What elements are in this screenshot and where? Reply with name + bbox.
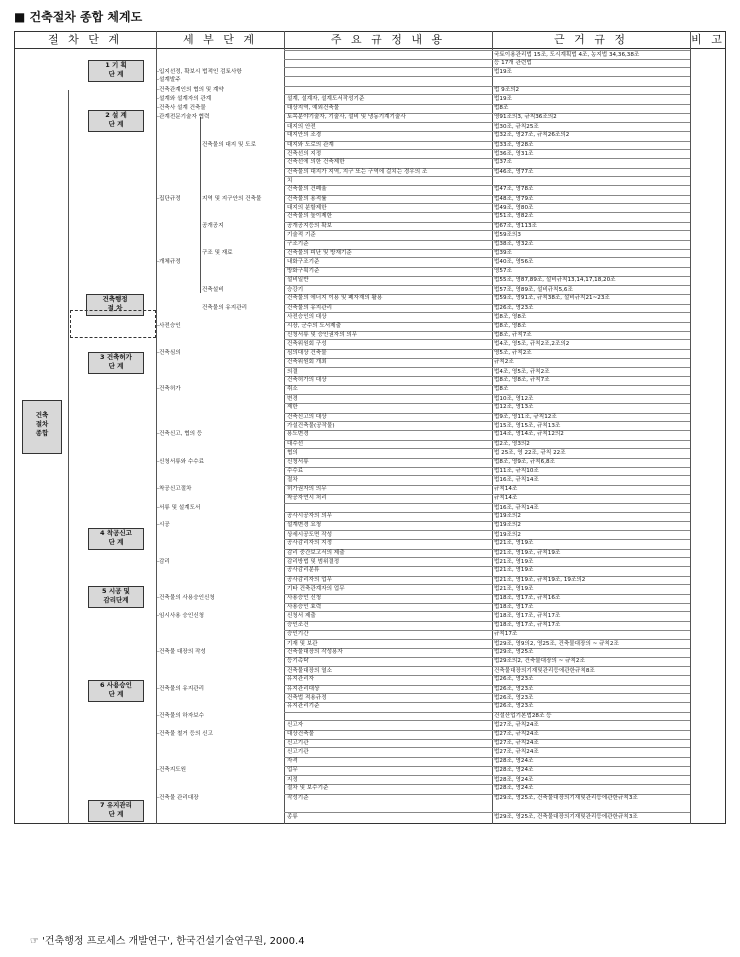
header-content: 주 요 규 정 내 용 [284,31,492,49]
legal-basis: 법2조, 영3의2 [494,441,530,448]
legal-basis: 법27조, 규칙24조 [494,740,539,747]
regulation-content: 건축위원회 개최 [287,359,327,366]
regulation-content: 신청서 제출 [287,612,316,619]
legal-basis: 법21조, 영19조, 규칙19조 [494,550,561,557]
regulation-content: 대수선 [287,441,304,448]
regulation-content: 변경 [287,395,298,402]
legal-basis: 법19조 [494,95,512,102]
legal-basis: 법32조, 영27조, 규칙26조의2 [494,132,570,139]
sub-category: 구조 및 재료 [202,250,233,257]
regulation-content: 공사감리자의 업무 [287,577,333,584]
legal-basis: 법59조, 영91조, 규칙38조, 설비규칙21~23조 [494,295,610,302]
admin-dashed-outline [70,310,156,338]
legal-basis: 법59조의3 [494,231,521,238]
regulation-content: 건축물의 피난 및 방재기준 [287,250,352,257]
regulation-content: 유지관리대상 [287,686,320,693]
legal-basis: 법4조, 영5조, 규칙2조 [494,368,550,375]
admin-line: 건축행정 [102,295,128,303]
regulation-content: 기재 및 보관 [287,640,318,647]
legal-basis: 영57조 [494,268,512,275]
regulation-content: 승인조건 [287,622,309,629]
legal-basis: 법28조, 영24조 [494,767,534,774]
legal-basis: 법9조, 영11조, 규칙12조 [494,414,557,421]
row-divider [284,76,690,77]
regulation-content: 내화구조기준 [287,258,320,265]
legal-basis: 등 17개 관련법 [494,60,532,67]
regulation-content: 대지안의 조경 [287,132,322,139]
col-divider [200,117,201,293]
legal-basis: 법19조의2 [494,513,521,520]
regulation-content: 건축물의 높이제한 [287,213,333,220]
regulation-content: 신고기관 [287,748,309,755]
stage-planning: 1 기 획 단 계 [88,60,144,82]
detail-step: -착공신고절차 [157,486,192,493]
detail-step: -신청서류와 수수료 [157,459,205,466]
legal-basis: 법27조, 규칙24조 [494,721,539,728]
legal-basis: 법29조, 영25조 [494,649,534,656]
legal-basis: 법47조, 영78조 [494,186,534,193]
regulation-content: 건축신고의 대상 [287,414,327,421]
detail-step: -설계와 설계자의 관계 [157,95,212,102]
stage-permit: 3 건축허가 단 계 [88,352,144,374]
regulation-content: 절차 [287,476,298,483]
detail-step: -건축심의 [157,350,181,357]
detail-step: -건축지도원 [157,767,187,774]
legal-basis: 법30조, 규칙25조 [494,123,539,130]
regulation-content: 유지관리자 [287,676,315,683]
regulation-content: 치 [287,177,293,184]
legal-basis: 법18조, 영17조, 규칙17조 [494,622,561,629]
sub-category: 건축물의 유지관리 [202,305,248,312]
regulation-content: 건축선의 지정 [287,150,322,157]
detail-step: -건축물 관리대장 [157,795,199,802]
legal-basis: 영91조의3, 규칙36조의2 [494,114,557,121]
detail-step: -감리 [157,558,170,565]
regulation-content: 사용승인 효력 [287,604,322,611]
regulation-content: 사용승인 신청 [287,595,322,602]
legal-basis: 법8조, 영8조, 규칙7조 [494,377,550,384]
legal-basis: 법18조, 영17조, 규칙16조 [494,595,561,602]
regulation-content: 신청서류 및 승인권자의 의무 [287,332,358,339]
stage-design: 2 설 계 단 계 [88,110,144,132]
legal-basis: 규칙14조 [494,495,518,502]
regulation-content: 착공자연시 처리 [287,495,327,502]
detail-step: -설계발주 [157,77,181,84]
detail-step: -건축신고, 협의 등 [157,431,203,438]
overall-line: 절차 [35,420,49,428]
regulation-content: 대지의 안전 [287,123,316,130]
detail-step: -건축관계인의 협의 및 계약 [157,87,224,94]
legal-basis: 법14조, 영14조, 규칙12의2 [494,431,564,438]
legal-basis: 법28조, 영24조 [494,785,534,792]
legal-basis: 법21조, 영19조 [494,567,534,574]
regulation-content: 토목분야기술자, 기술사, 설비 및 냉동기계기술사 [287,114,406,121]
admin-line: 절 차 [107,304,123,312]
detail-step: -건축물의 유지관리 [157,686,205,693]
regulation-content: 대지와 도로의 관계 [287,142,334,149]
legal-basis: 법19조의2 [494,522,521,529]
regulation-content: 지정 [287,776,298,783]
legal-basis: 법26조, 영23조 [494,305,534,312]
regulation-content: 절차 및 보수기준 [287,785,329,792]
legal-basis: 법 25조, 영 22조, 규칙 22조 [494,449,566,456]
regulation-content: 공개공지등의 확보 [287,223,333,230]
legal-basis: 법67조, 영113조 [494,223,537,230]
legal-basis: 법51조, 영82조 [494,213,534,220]
overall-procedure-box [22,400,62,454]
detail-step: -임시사용 승인신청 [157,612,205,619]
regulation-content: 수수료 [287,468,304,475]
regulation-content: 가설건축물(공작물) [287,422,335,429]
regulation-content: 건축물대장의 작성용자 [287,649,343,656]
regulation-content: 공사감리분류 [287,567,320,574]
legal-basis: 법33조, 영28조 [494,142,534,149]
legal-basis: 법55조, 영87,89조, 설비규칙13,14,17,18,20조 [494,277,616,284]
legal-basis: 법19조 [494,68,512,75]
regulation-content: 설비일반 [287,277,309,284]
regulation-content: 감리방법 및 범위결정 [287,558,340,565]
legal-basis: 법39조 [494,250,512,257]
detail-step: -개체규정 [157,258,181,265]
legal-basis: 법29조, 영25조, 건축물대장의기재및관리등에관한규칙3조 [494,795,638,802]
footnote: ☞ '건축행정 프로세스 개발연구', 한국건설기술연구원, 2000.4 [30,936,305,947]
legal-basis: 법40조, 영56조 [494,258,534,265]
regulation-content: 건축물의 대지가 지역, 지구 또는 구역에 걸치는 경우의 조 [287,169,428,176]
legal-basis: 법27조, 규칙24조 [494,748,539,755]
legal-basis: 법16조, 규칙14조 [494,504,539,511]
regulation-content: 업무 [287,767,298,774]
overall-line: 종합 [35,429,49,437]
regulation-content: 취소 [287,386,298,393]
legal-basis: 법11조, 규칙10조 [494,468,539,475]
regulation-content: 감리 중간보고서의 제출 [287,550,345,557]
regulation-content: 공사시공자의 의무 [287,513,333,520]
legal-basis: 규칙17조 [494,631,518,638]
regulation-content: 자격 [287,758,298,765]
regulation-content: 등기촉탁 [287,658,309,665]
detail-step: -건축물 철거 등의 신고 [157,731,213,738]
legal-basis: 법19조의2 [494,531,521,538]
regulation-content: 건축물의 건폐율 [287,186,327,193]
col-divider [156,31,157,824]
stage-use-approval: 6 사용승인 단 계 [88,680,144,702]
legal-basis: 법46조, 영77조 [494,169,534,176]
regulation-content: 용도변경 [287,431,309,438]
detail-step: -건축물의 사용승인신청 [157,595,215,602]
legal-basis: 법29조, 영9의2, 영25조, 건축물대장의 ~ 규칙2조 [494,640,619,647]
detail-step: -건축허가 [157,386,181,393]
regulation-content: 건축법 적용규정 [287,694,327,701]
legal-basis: 규칙14조 [494,486,518,493]
legal-basis: 법21조, 영19조 [494,585,534,592]
legal-basis: 법8조 [494,386,509,393]
header-procedure: 절 차 단 계 [14,31,156,49]
legal-basis: 법28조, 영24조 [494,776,534,783]
regulation-content: 설계, 설계자, 설계도서작성기준 [287,95,365,102]
regulation-content: 건축물의 유지관리 [287,305,333,312]
regulation-content: 기술적 기준 [287,231,316,238]
sub-category: 건축물의 대지 및 도로 [202,142,256,149]
legal-basis: 법29조의2, 건축물대장의 ~ 규칙2조 [494,658,585,665]
legal-basis: 법18조, 영17조 [494,604,534,611]
stage-construction: 5 시공 및 감리단계 [88,586,144,608]
regulation-content: 건축허가의 대상 [287,377,327,384]
regulation-content: 승인기간 [287,631,309,638]
regulation-content: 건축물의 용적률 [287,196,327,203]
sub-category: 건축설비 [202,286,224,293]
procedure-inner-divider [68,90,69,824]
legal-basis: 법27조, 규칙24조 [494,731,539,738]
regulation-content: 대지의 분할제한 [287,204,327,211]
legal-basis: 법49조, 영80조 [494,204,534,211]
regulation-content: 제한 [287,404,298,411]
detail-step: -사전승인 [157,323,181,330]
legal-basis: 법4조, 영5조, 규칙2조,2조의2 [494,340,570,347]
regulation-content: 기타 건축관계자의 업무 [287,585,345,592]
detail-step: -시공 [157,522,170,529]
legal-basis: 법28조, 영24조 [494,758,534,765]
legal-basis: 법26조, 영23조 [494,686,534,693]
legal-basis: 국토이용관리법 15조, 도시계획법 4조, 농지법 34,36,38조 [494,51,640,58]
detail-step: -입지선정, 확보시 법적인 검토사항 [157,68,242,75]
col-divider [690,31,691,824]
legal-basis: 법10조, 영12조 [494,395,534,402]
regulation-content: 종류 [287,813,298,820]
regulation-content: 승강기 [287,286,304,293]
regulation-content: 건축물의 에너지 이용 및 폐자재의 활용 [287,295,383,302]
detail-step: -건축사 설계 건축물 [157,105,206,112]
regulation-content: 건축물대장의 열소 [287,667,333,674]
sub-category: 지역 및 지구안의 건축물 [202,196,262,203]
regulation-content: 대상지역, 예외건축물 [287,105,340,112]
legal-basis: 법37조 [494,159,512,166]
regulation-content: 작성기준 [287,795,309,802]
regulation-content: 허가권자의 의무 [287,486,327,493]
regulation-content: 대상건축물 [287,731,315,738]
legal-basis: 법12조, 영13조 [494,404,534,411]
legal-basis: 법21조, 영19조 [494,558,534,565]
regulation-content: 방화구획기준 [287,268,320,275]
legal-basis: 법29조, 영25조, 건축물대장의기재및관리등에관한규칙3조 [494,813,638,820]
legal-basis: 법26조, 영23조 [494,694,534,701]
sub-category: 공개공지 [202,223,224,230]
legal-basis: 법8조, 규칙7조 [494,332,532,339]
document-title: ■ 건축절차 종합 체계도 [14,10,143,24]
regulation-content: 협의 [287,449,298,456]
legal-basis: 건축물대장의기재및관리등에관한규칙8조 [494,667,595,674]
legal-basis: 법26조, 영23조 [494,703,534,710]
regulation-content: 구조기준 [287,241,309,248]
detail-step: -건축물의 하자보수 [157,713,205,720]
legal-basis: 건설산업기본법28조 등 [494,713,552,720]
detail-step: -서류 및 설계도서 [157,504,201,511]
regulation-content: 신청서류 [287,459,309,466]
stage-maintenance: 7 유지관리 단 계 [88,800,144,822]
legal-basis: 법18조, 영17조, 규칙17조 [494,612,561,619]
legal-basis: 규칙2조 [494,359,514,366]
legal-basis: 법21조, 영19조 [494,540,534,547]
legal-basis: 법36조, 영31조 [494,150,534,157]
legal-basis: 법26조, 영23조 [494,676,534,683]
header-detail: 세 부 단 계 [156,31,284,49]
detail-step: -관계전문기술자 협력 [157,114,210,121]
regulation-content: 설계변경 요청 [287,522,322,529]
legal-basis: 법8조 [494,105,509,112]
regulation-content: 신고기관 [287,740,309,747]
regulation-content: 시장, 군수의 도서제출 [287,323,341,330]
regulation-content: 공사감리자의 지정 [287,540,333,547]
stage-start-report: 4 착공신고 단 계 [88,528,144,550]
legal-basis: 법16조, 규칙14조 [494,476,539,483]
regulation-content: 유지관리기준 [287,703,320,710]
header-basis: 근 거 규 정 [492,31,690,49]
legal-basis: 법21조, 영19조, 규칙19조, 19조의2 [494,577,586,584]
legal-basis: 법38조, 영32조 [494,241,534,248]
detail-step: -건축물 대장의 작성 [157,649,206,656]
legal-basis: 법8조, 영8조 [494,323,527,330]
legal-basis: 법 9조의2 [494,87,520,94]
regulation-content: 사전승인의 대상 [287,313,327,320]
legal-basis: 법57조, 영89조, 설비규칙5,6조 [494,286,573,293]
header-note: 비 고 [690,31,726,49]
legal-basis: 법48조, 영79조 [494,196,534,203]
overall-line: 건축 [35,411,49,419]
regulation-content: 의결 [287,368,298,375]
legal-basis: 법8조, 영9조, 규칙6,8조 [494,459,555,466]
legal-basis: 영5조, 규칙2조 [494,350,532,357]
regulation-content: 신고자 [287,721,304,728]
regulation-content: 심의대상 건축물 [287,350,327,357]
legal-basis: 법15조, 영15조, 규칙13조 [494,422,561,429]
detail-step: -집단규정 [157,196,181,203]
legal-basis: 법8조, 영8조 [494,313,527,320]
regulation-content: 건축위원회 구성 [287,340,327,347]
regulation-content: 상세시공도면 작성 [287,531,333,538]
regulation-content: 건축선에 의한 건축제한 [287,159,345,166]
